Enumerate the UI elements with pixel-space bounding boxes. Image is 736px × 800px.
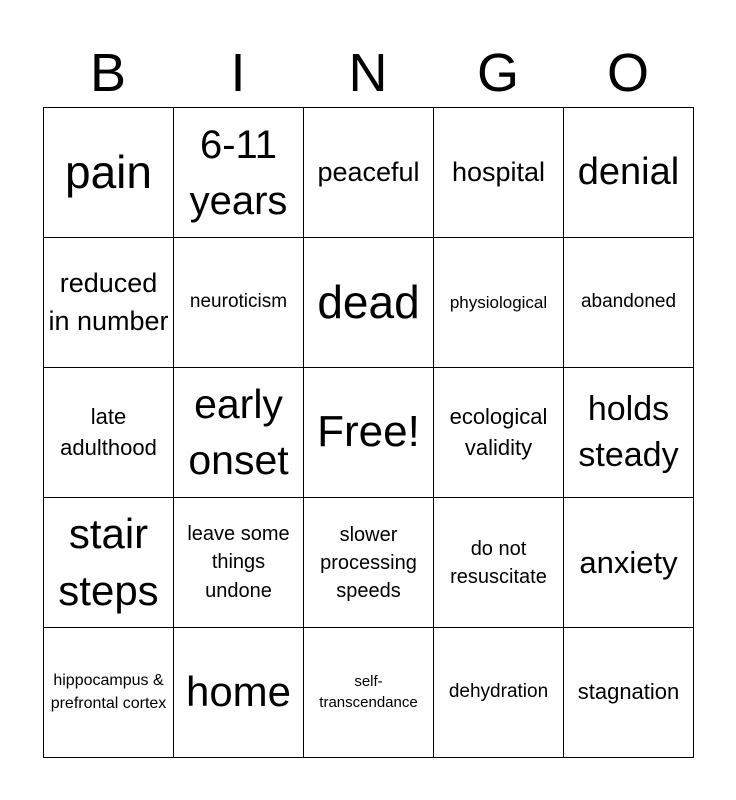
bingo-cell[interactable] (304, 238, 434, 368)
bingo-cell[interactable] (434, 628, 564, 758)
cell-text: stagnation (577, 679, 680, 705)
cell-text: dead (317, 276, 420, 329)
bingo-cell[interactable] (174, 628, 304, 758)
cell-text: do not resuscitate (450, 537, 547, 588)
cell-text: physiological (449, 292, 548, 312)
cell-text: neuroticism (189, 291, 288, 313)
bingo-cell[interactable] (174, 238, 304, 368)
bingo-cell[interactable] (304, 108, 434, 238)
bingo-cell[interactable] (434, 238, 564, 368)
cell-text: denial (577, 150, 680, 193)
bingo-cell[interactable] (174, 498, 304, 628)
cell-text: holds steady (578, 389, 679, 474)
cell-text: hippocampus & prefrontal cortex (50, 672, 167, 712)
cell-text: self-transcendance (319, 673, 418, 711)
bingo-cell[interactable] (304, 628, 434, 758)
bingo-cell[interactable] (564, 628, 694, 758)
cell-text: 6-11 years (189, 122, 288, 223)
bingo-cell[interactable] (44, 108, 174, 238)
cell-text: hospital (451, 157, 546, 188)
cell-text: leave some things undone (187, 522, 290, 602)
cell-text: peaceful (317, 157, 420, 188)
bingo-cell[interactable] (44, 628, 174, 758)
bingo-cell[interactable] (434, 498, 564, 628)
bingo-cell[interactable] (304, 368, 434, 498)
cell-text: ecological validity (449, 404, 548, 460)
bingo-cell[interactable] (44, 238, 174, 368)
bingo-cell[interactable] (174, 108, 304, 238)
bingo-cell[interactable] (44, 368, 174, 498)
bingo-header (43, 40, 693, 106)
bingo-board (43, 107, 694, 758)
bingo-cell[interactable] (434, 108, 564, 238)
cell-text: reduced in number (48, 268, 169, 336)
bingo-cell[interactable] (434, 368, 564, 498)
cell-text: stair steps (58, 509, 159, 614)
header-letter-b: B (89, 43, 127, 103)
bingo-cell[interactable] (564, 368, 694, 498)
cell-text: Free! (317, 407, 420, 457)
bingo-cell[interactable] (564, 108, 694, 238)
cell-text: abandoned (580, 291, 677, 313)
bingo-cell[interactable] (174, 368, 304, 498)
cell-text: dehydration (448, 681, 549, 703)
cell-text: late adulthood (60, 404, 157, 460)
bingo-cell[interactable] (44, 498, 174, 628)
bingo-cell[interactable] (564, 498, 694, 628)
bingo-cell[interactable] (304, 498, 434, 628)
header-letter-o: O (606, 43, 649, 103)
cell-text: pain (65, 146, 152, 199)
cell-text: slower processing speeds (320, 523, 417, 602)
cell-text: early onset (188, 381, 289, 483)
header-letter-g: G (476, 43, 519, 103)
header-letter-n: N (348, 43, 388, 103)
header-letter-i: I (230, 43, 246, 103)
cell-text: anxiety (579, 544, 678, 580)
bingo-cell[interactable] (564, 238, 694, 368)
cell-text: home (185, 668, 292, 716)
